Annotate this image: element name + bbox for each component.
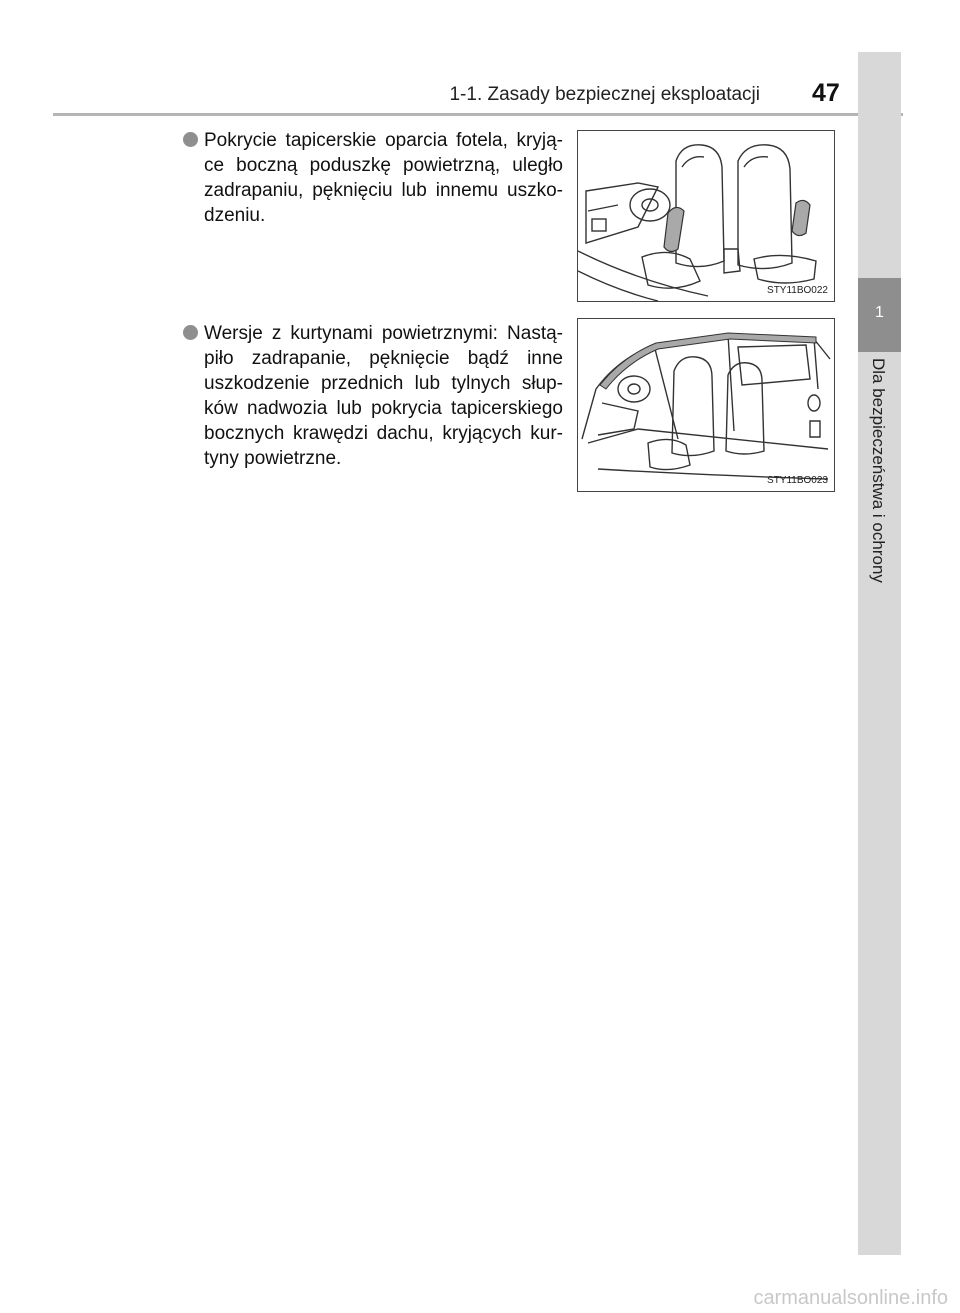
bullet-icon (183, 325, 198, 340)
bullet-icon (183, 132, 198, 147)
chapter-side-tab (858, 52, 901, 1255)
section-title: 1-1. Zasady bezpiecznej eksploatacji (449, 84, 760, 105)
figure-curtain-airbags (577, 318, 835, 492)
list-item (183, 321, 563, 471)
seat-airbag-illustration (578, 131, 834, 301)
page-number: 47 (812, 79, 840, 107)
chapter-title: Dla bezpieczeństwa i ochrony (869, 358, 888, 583)
list-item (183, 128, 563, 228)
figure-code: STY11BO023 (767, 475, 828, 486)
figure-seat-side-airbags (577, 130, 835, 302)
footer-watermark: carmanualsonline.info (753, 1287, 948, 1309)
list-item-text: Pokrycie tapicerskie oparcia fotela, kryją-ce boczną poduszkę powietrzną, uległo zadrapaniu, pęknięciu lub innemu uszko-dzeniu. (204, 130, 563, 226)
curtain-airbag-illustration (578, 319, 834, 491)
chapter-number-tab[interactable]: 1 (858, 278, 901, 352)
header-divider (53, 113, 903, 116)
list-item-text: Wersje z kurtynami powietrznymi: Nastą-piło zadrapanie, pęknięcie bądź inne uszkodzenie przednich lub tylnych słup-ków nadwozia lub pokrycia tapicerskiego bocznych krawędzi dachu, kryjących kur-tyny powietrzne. (204, 323, 563, 469)
figure-code: STY11BO022 (767, 285, 828, 296)
